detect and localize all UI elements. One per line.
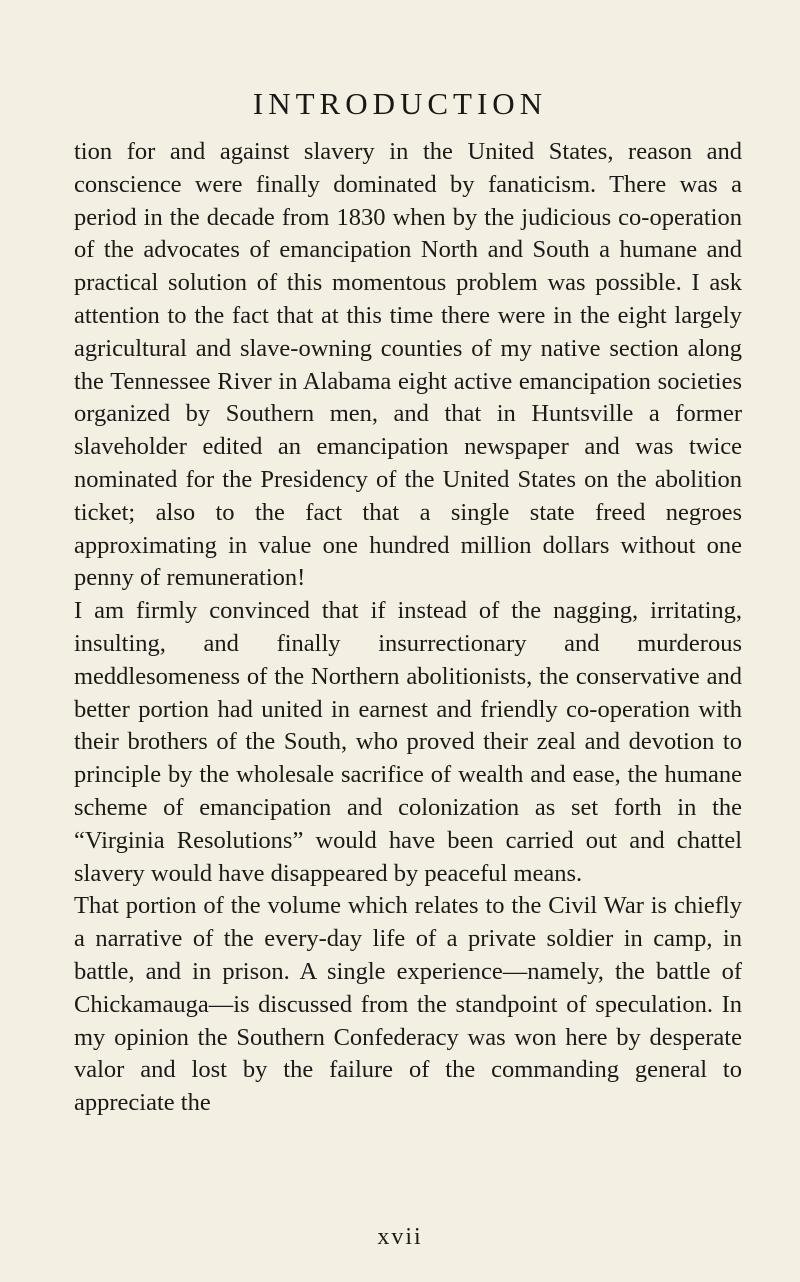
paragraph: I am firmly convinced that if instead of the nagging, irritating, insulting, and finally insurrectionary and murderous meddlesomeness of the Northern abolitionists, the conservative and better portion had united in earnest and friendly co-operation with their brothers of the South, who proved their zeal and devotion to principle by the wholesale sacrifice of wealth and ease, the humane scheme of emancipation and colonization as set forth in the “Virginia Resolutions” would have been carried out and chattel slavery would have disappeared by peaceful means.	[74, 597, 742, 887]
page-number: xvii	[377, 1224, 423, 1250]
paragraph: That portion of the volume which relates to the Civil War is chiefly a narrative of the every-day life of a private soldier in camp, in battle, and in prison. A single experience—namely, the battle of Chickamauga—is discussed from the standpoint of speculation. In my opinion the Southern Confederacy was won here by desperate valor and lost by the failure of the commanding general to appreciate the	[74, 892, 742, 1117]
running-title: INTRODUCTION	[252, 86, 548, 121]
body-text	[74, 136, 742, 1120]
paragraph: tion for and against slavery in the United States, reason and conscience were finally dominated by fanaticism. There was a period in the decade from 1830 when by the judicious co-operation of the advocates of emancipation North and South a humane and practical solution of this momentous problem was possible. I ask attention to the fact that at this time there were in the eight largely agricultural and slave-owning counties of my native section along the Tennessee River in Alabama eight active emancipation societies organized by Southern men, and that in Huntsville a former slaveholder edited an emancipation newspaper and was twice nominated for the Presidency of the United States on the abolition ticket; also to the fact that a single state freed negroes approximating in value one hundred million dollars without one penny of remuneration!	[74, 138, 742, 592]
